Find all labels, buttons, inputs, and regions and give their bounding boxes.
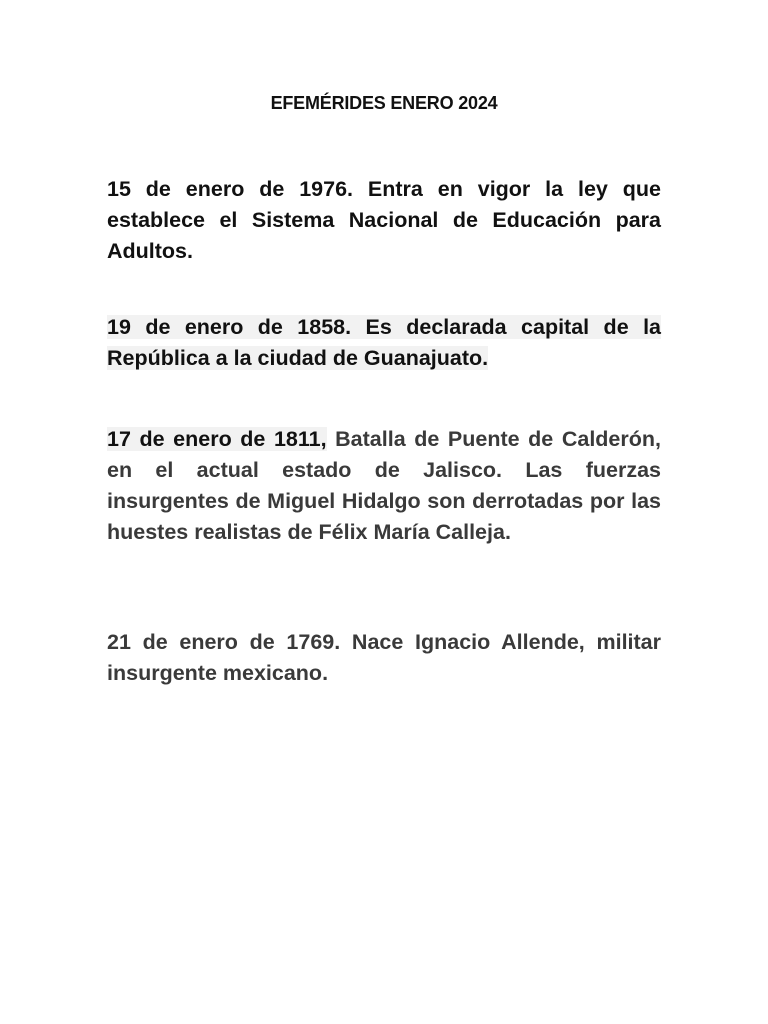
highlighted-text — [107, 315, 661, 370]
entry-text: Entra en vigor la ley que establece el Sistema Nacional de Educación para Adultos. — [107, 177, 662, 263]
entry-text: Nace Ignacio Allende, militar insurgente mexicano. — [107, 630, 661, 685]
page-title: EFEMÉRIDES ENERO 2024 — [270, 93, 498, 113]
ephemeris-entry — [107, 424, 661, 548]
entry-date: 15 de enero de 1976. — [107, 177, 354, 201]
entry-text: Es declarada capital de la República a la ciudad de Guanajuato. — [107, 315, 661, 370]
ephemeris-entry — [107, 627, 661, 689]
ephemeris-entry — [107, 312, 661, 374]
entry-date: 17 de enero de 1811, — [107, 427, 327, 451]
entry-text: Batalla de Puente de Calderón, en el actual estado de Jalisco. Las fuerzas insurgentes de Miguel Hidalgo son derrotadas por las huestes realistas de Félix María Calleja. — [107, 427, 661, 544]
ephemeris-entry — [107, 174, 661, 267]
entry-date: 19 de enero de 1858. — [107, 315, 352, 339]
entry-date: 21 de enero de 1769. — [107, 630, 341, 654]
